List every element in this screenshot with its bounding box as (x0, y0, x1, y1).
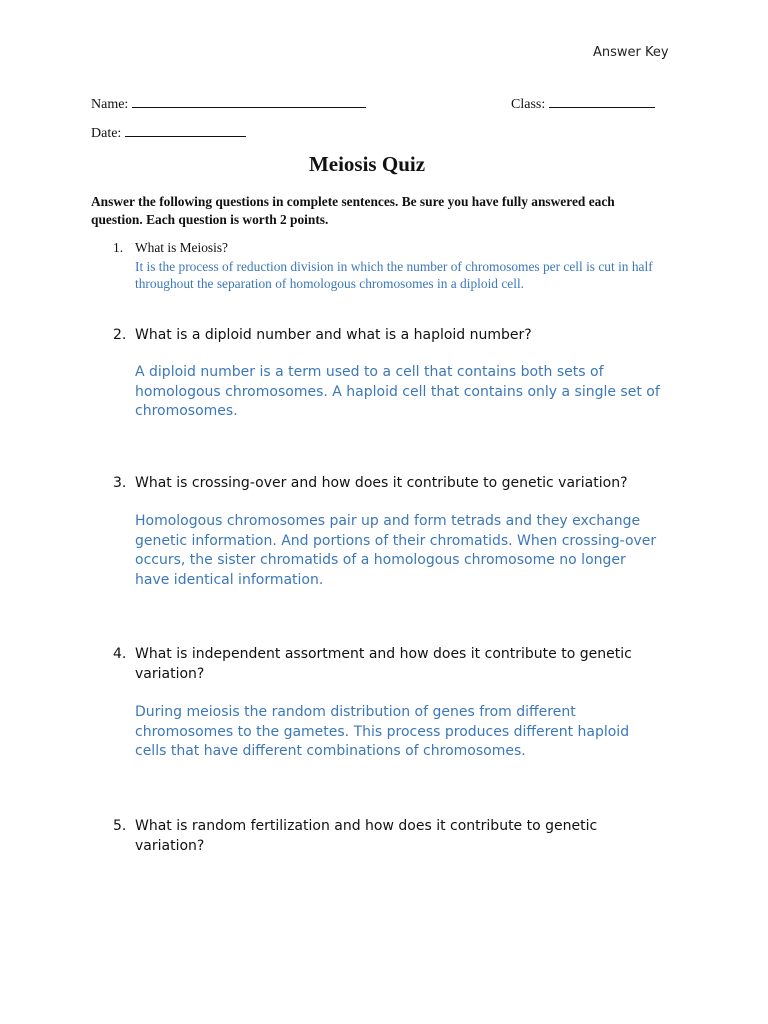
date-blank-line (125, 124, 246, 137)
question-text: What is independent assortment and how does it contribute to genetic variation? (135, 646, 632, 682)
answer-2: A diploid number is a term used to a cell that contains both sets of homologous chromosomes. A haploid cell that contains only a single set of chromosomes. (135, 364, 660, 419)
class-field (511, 95, 655, 113)
question-text: What is random fertilization and how does it contribute to genetic variation? (135, 818, 598, 854)
question-number: 4. (113, 646, 127, 662)
question-number: 3. (113, 475, 127, 491)
question-1 (113, 240, 228, 256)
question-4 (113, 645, 633, 684)
page-title: Meiosis Quiz (308, 152, 426, 176)
answer-key-label: Answer Key (593, 45, 669, 60)
answer-4: During meiosis the random distribution of genes from different chromosomes to the gametes. This process produces different haploid cells that have different combinations of chromosomes. (135, 704, 630, 759)
class-blank-line (549, 95, 655, 108)
question-number: 1. (113, 240, 124, 255)
name-field (91, 95, 366, 113)
name-label: Name: (91, 97, 129, 112)
class-label: Class: (511, 97, 546, 112)
instructions: Answer the following questions in complete sentences. Be sure you have fully answered each question. Each question is worth 2 points. (91, 194, 615, 227)
question-text: What is crossing-over and how does it contribute to genetic variation? (135, 475, 628, 491)
date-label: Date: (91, 126, 122, 141)
question-number: 2. (113, 327, 127, 343)
question-text: What is a diploid number and what is a haploid number? (135, 327, 532, 343)
name-blank-line (132, 95, 366, 108)
answer-1: It is the process of reduction division in which the number of chromosomes per cell is cut in half throughout the separation of homologous chromosomes in a diploid cell. (135, 259, 653, 291)
date-field (91, 124, 246, 142)
question-number: 5. (113, 818, 127, 834)
question-text: What is Meiosis? (135, 240, 228, 255)
question-3 (113, 474, 673, 494)
question-2 (113, 326, 673, 346)
answer-3: Homologous chromosomes pair up and form tetrads and they exchange genetic information. And portions of their chromatids. When crossing-over occurs, the sister chromatids of a homologous chromosome no longer have identical information. (135, 513, 657, 588)
question-5 (113, 817, 643, 856)
